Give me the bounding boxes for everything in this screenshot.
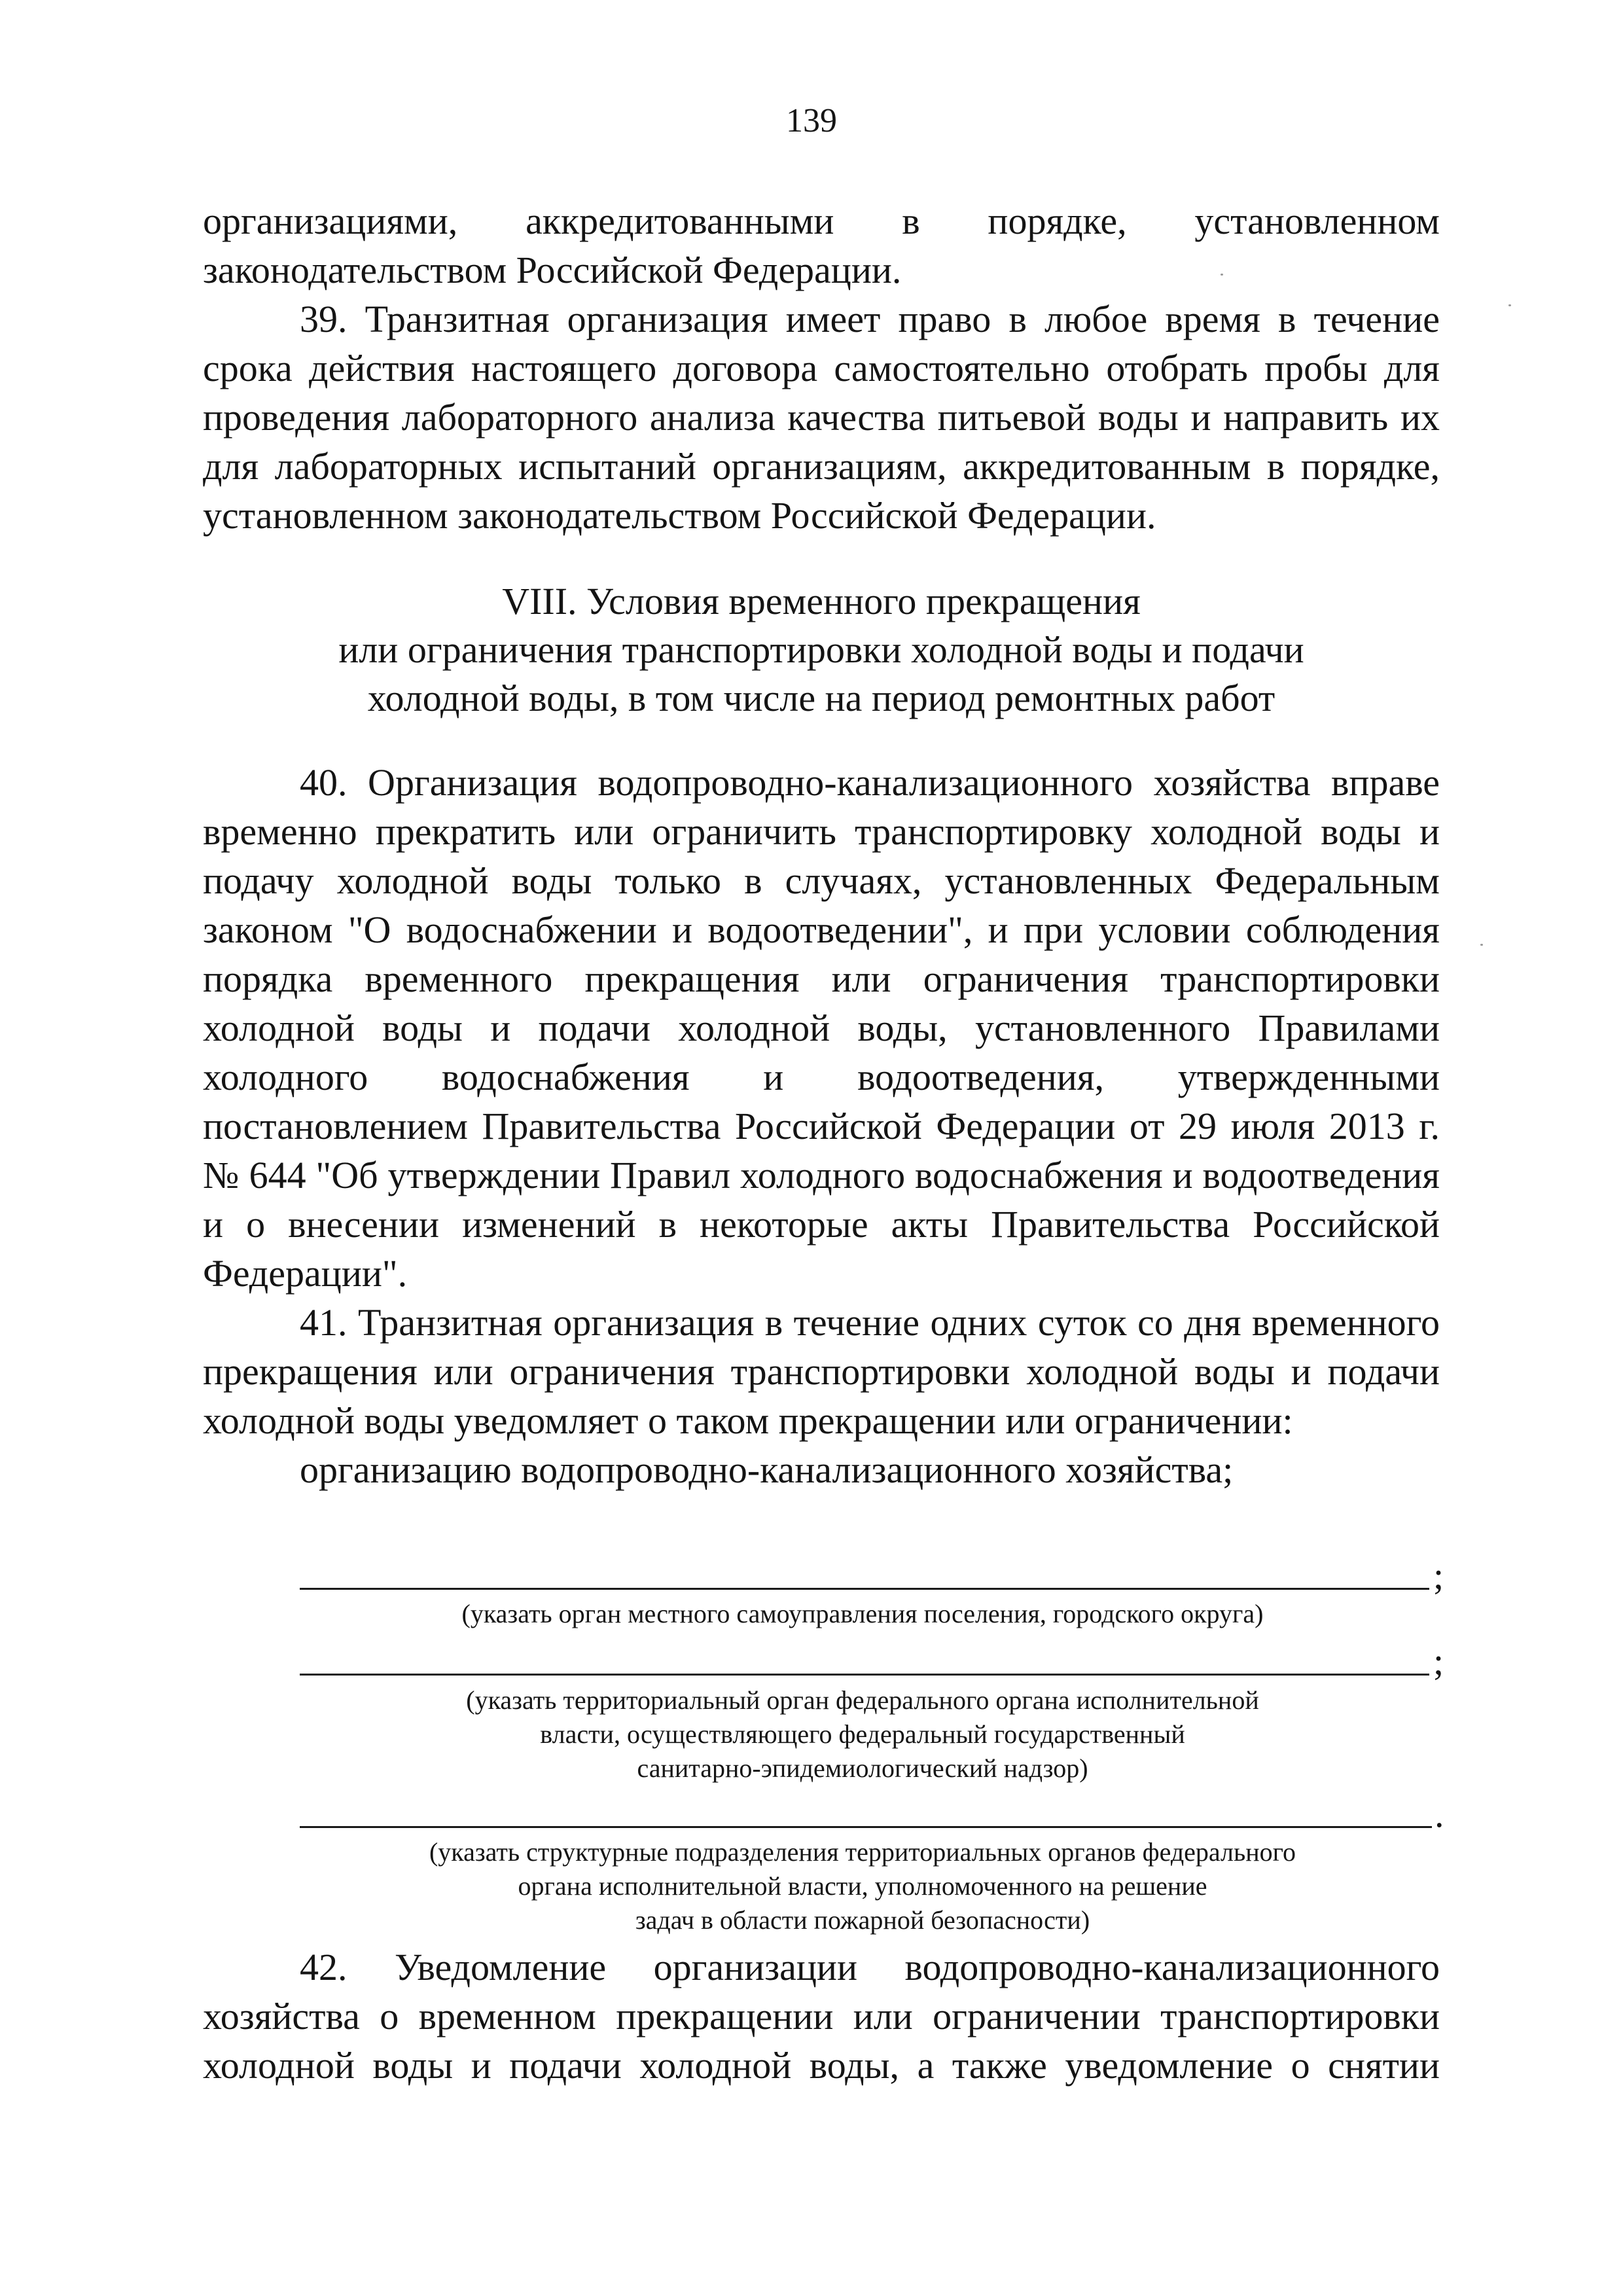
- section-heading-line: холодной воды, в том числе на период ремонтных работ: [367, 677, 1275, 719]
- caption-line: органа исполнительной власти, уполномоченного на решение: [518, 1871, 1207, 1901]
- middle-text-block: [203, 758, 1440, 1494]
- paragraph-39: 39. Транзитная организация имеет право в любое время в течение срока действия настоящего договора самостоятельно отобрать пробы для проведения лабораторного анализа качества питьевой воды и направить их для лабораторных испытаний организациям, аккредитованным в порядке, установленном законодательством Российской Федерации.: [203, 298, 1440, 537]
- scan-speck: [1508, 304, 1511, 306]
- form-field-caption-3: [300, 1835, 1425, 1937]
- section-heading-line: VIII. Условия временного прекращения: [502, 580, 1141, 622]
- caption-line: санитарно-эпидемиологический надзор): [637, 1753, 1088, 1783]
- page-number: 139: [786, 102, 837, 139]
- form-field-line-3: [300, 1826, 1432, 1828]
- section-heading-line: или ограничения транспортировки холодной воды и подачи: [338, 628, 1304, 671]
- paragraph-42: 42. Уведомление организации водопроводно-канализационного хозяйства о временном прекращении или ограничении транспортировки холодной воды и подачи холодной воды, а также уведомление о снятии: [203, 1946, 1440, 2087]
- form-field-punct-2: ;: [1433, 1640, 1444, 1683]
- form-field-line-1: [300, 1588, 1429, 1590]
- form-field-caption-1: [300, 1597, 1425, 1631]
- scan-speck: [1221, 274, 1223, 276]
- paragraph-40: 40. Организация водопроводно-канализационного хозяйства вправе временно прекратить или ограничить транспортировку холодной воды и подачу холодной воды только в случаях, установленных Федеральным законом "О водоснабжении и водоотведении", и при условии соблюдения порядка временного прекращения или ограничения транспортировки холодной воды и подачи холодной воды, установленного Правилами холодного водоснабжения и водоотведения, утвержденными постановлением Правительства Российской Федерации от 29 июля 2013 г. № 644 "Об утверждении Правил холодного водоснабжения и водоотведения и о внесении изменений в некоторые акты Правительства Российской Федерации".: [203, 761, 1440, 1295]
- bottom-text-block: [203, 1943, 1440, 2090]
- form-field-punct-1: ;: [1433, 1554, 1444, 1597]
- section-heading: [203, 577, 1440, 723]
- caption-line: задач в области пожарной безопасности): [635, 1905, 1090, 1935]
- caption-line: власти, осуществляющего федеральный государственный: [540, 1719, 1185, 1749]
- top-text-block: [203, 196, 1440, 540]
- caption-line: (указать территориальный орган федерального органа исполнительной: [466, 1685, 1259, 1715]
- scan-speck: [1480, 944, 1483, 946]
- paragraph-line: законодательством Российской Федерации.: [203, 249, 902, 291]
- caption-line: (указать орган местного самоуправления поселения, городского округа): [461, 1599, 1264, 1628]
- paragraph-line: организациями, аккредитованными в порядке, установленном: [203, 200, 1440, 242]
- paragraph-41-item: организацию водопроводно-канализационного хозяйства;: [300, 1448, 1234, 1491]
- form-field-caption-2: [300, 1683, 1425, 1785]
- paragraph-41: 41. Транзитная организация в течение одних суток со дня временного прекращения или ограничения транспортировки холодной воды и подачи холодной воды уведомляет о таком прекращении или ограничении:: [203, 1301, 1440, 1442]
- caption-line: (указать структурные подразделения территориальных органов федерального: [429, 1837, 1296, 1867]
- form-field-punct-3: .: [1435, 1793, 1444, 1835]
- form-field-line-2: [300, 1674, 1429, 1676]
